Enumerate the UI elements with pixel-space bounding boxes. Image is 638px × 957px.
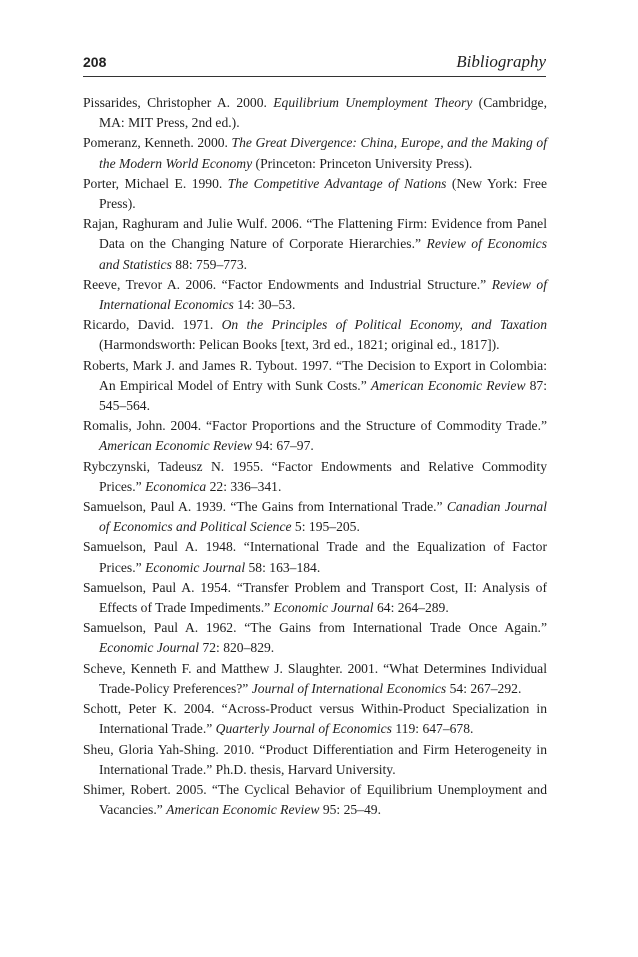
- entry-details: 94: 67–97.: [252, 438, 314, 454]
- entry-title: Canadian Journal of Economics and Political Science: [99, 499, 547, 535]
- entry-title: The Great Divergence: China, Europe, and the Making of the Modern World Economy: [99, 135, 547, 171]
- entry-title: Review of Economics and Statistics: [99, 236, 547, 272]
- page-number: 208: [83, 54, 107, 70]
- entry-text: Ricardo, David. 1971.: [83, 317, 222, 333]
- entry-details: 64: 264–289.: [373, 600, 449, 616]
- entry-text: Samuelson, Paul A. 1939. “The Gains from International Trade.”: [83, 499, 447, 515]
- entry-title: Economic Journal: [145, 559, 246, 575]
- entry-text: Pomeranz, Kenneth. 2000.: [83, 135, 232, 151]
- bibliography-entry: [83, 356, 547, 417]
- bibliography-entry: [83, 699, 547, 739]
- bibliography-list: [83, 93, 547, 820]
- entry-title: The Competitive Advantage of Nations: [227, 175, 447, 191]
- header-rule: [83, 76, 546, 77]
- entry-title: American Economic Review: [99, 438, 253, 454]
- bibliography-entry: [83, 93, 547, 133]
- bibliography-entry: [83, 497, 547, 537]
- entry-text: Scheve, Kenneth F. and Matthew J. Slaughter. 2001. “What Determines Individual Trade-Policy Preferences?”: [83, 660, 547, 696]
- entry-text: Samuelson, Paul A. 1954. “Transfer Problem and Transport Cost, II: Analysis of Effects of Trade Impediments.”: [83, 579, 547, 616]
- entry-details: 54: 267–292.: [446, 680, 522, 696]
- bibliography-entry: [83, 780, 547, 820]
- entry-text: Roberts, Mark J. and James R. Tybout. 1997. “The Decision to Export in Colombia: An Empirical Model of Entry with Sunk Costs.”: [83, 357, 547, 393]
- entry-details: 88: 759–773.: [171, 256, 248, 272]
- entry-details: 14: 30–53.: [233, 297, 296, 313]
- bibliography-entry: [83, 537, 547, 577]
- running-head: Bibliography: [456, 52, 546, 71]
- entry-title: On the Principles of Political Economy, and Taxation: [221, 317, 547, 333]
- entry-text: Samuelson, Paul A. 1948. “International Trade and the Equalization of Factor Prices.”: [83, 539, 547, 575]
- bibliography-entry: [83, 457, 547, 497]
- entry-details: 5: 195–205.: [291, 519, 360, 535]
- entry-details: (Princeton: Princeton University Press).: [252, 155, 473, 171]
- entry-title: Economic Journal: [99, 640, 200, 656]
- bibliography-entry: [83, 174, 547, 214]
- entry-title: Economica: [145, 478, 207, 494]
- bibliography-entry: [83, 315, 547, 355]
- entry-text: Rajan, Raghuram and Julie Wulf. 2006. “The Flattening Firm: Evidence from Panel Data on the Changing Nature of Corporate Hierarchies.”: [83, 216, 547, 252]
- entry-details: 72: 820–829.: [199, 640, 275, 656]
- entry-title: Equilibrium Unemployment Theory: [273, 95, 473, 110]
- bibliography-entry: [83, 275, 547, 315]
- entry-title: American Economic Review: [370, 377, 526, 393]
- entry-text: Samuelson, Paul A. 1962. “The Gains from International Trade Once Again.”: [83, 620, 547, 636]
- entry-details: 119: 647–678.: [391, 721, 474, 737]
- entry-text: Romalis, John. 2004. “Factor Proportions and the Structure of Commodity Trade.”: [83, 418, 547, 434]
- entry-text: Pissarides, Christopher A. 2000.: [83, 95, 274, 110]
- bibliography-entry: [83, 133, 547, 173]
- bibliography-entry: [83, 740, 547, 780]
- entry-text: Porter, Michael E. 1990.: [83, 175, 228, 191]
- entry-details: (Cambridge, MA: MIT Press, 2nd ed.).: [99, 95, 547, 131]
- entry-text: Reeve, Trevor A. 2006. “Factor Endowments and Industrial Structure.”: [83, 276, 492, 292]
- bibliography-entry: [83, 618, 547, 658]
- page-header: [83, 52, 546, 74]
- entry-details: (New York: Free Press).: [99, 175, 547, 212]
- entry-details: 22: 336–341.: [206, 478, 282, 494]
- entry-details: (Harmondsworth: Pelican Books [text, 3rd ed., 1821; original ed., 1817]).: [99, 337, 500, 353]
- entry-text: Shimer, Robert. 2005. “The Cyclical Behavior of Equilibrium Unemployment and Vacancies.”: [83, 781, 547, 818]
- bibliography-entry: [83, 659, 547, 699]
- entry-title: Economic Journal: [273, 600, 374, 616]
- entry-text: Rybczynski, Tadeusz N. 1955. “Factor Endowments and Relative Commodity Prices.”: [83, 458, 547, 494]
- bibliography-entry: [83, 578, 547, 618]
- entry-title: Journal of International Economics: [251, 680, 447, 696]
- entry-title: Review of International Economics: [99, 276, 547, 313]
- entry-title: Quarterly Journal of Economics: [215, 721, 392, 737]
- entry-details: 95: 25–49.: [319, 802, 381, 818]
- entry-text: Schott, Peter K. 2004. “Across-Product versus Within-Product Specialization in International Trade.”: [83, 701, 547, 737]
- entry-text: Sheu, Gloria Yah-Shing. 2010. “Product Differentiation and Firm Heterogeneity in International Trade.” Ph.D. thesis, Harvard University.: [83, 741, 547, 777]
- bibliography-entry: [83, 214, 547, 275]
- entry-details: 87: 545–564.: [99, 377, 548, 414]
- entry-title: American Economic Review: [166, 802, 320, 818]
- bibliography-entry: [83, 416, 547, 456]
- entry-details: 58: 163–184.: [245, 559, 321, 575]
